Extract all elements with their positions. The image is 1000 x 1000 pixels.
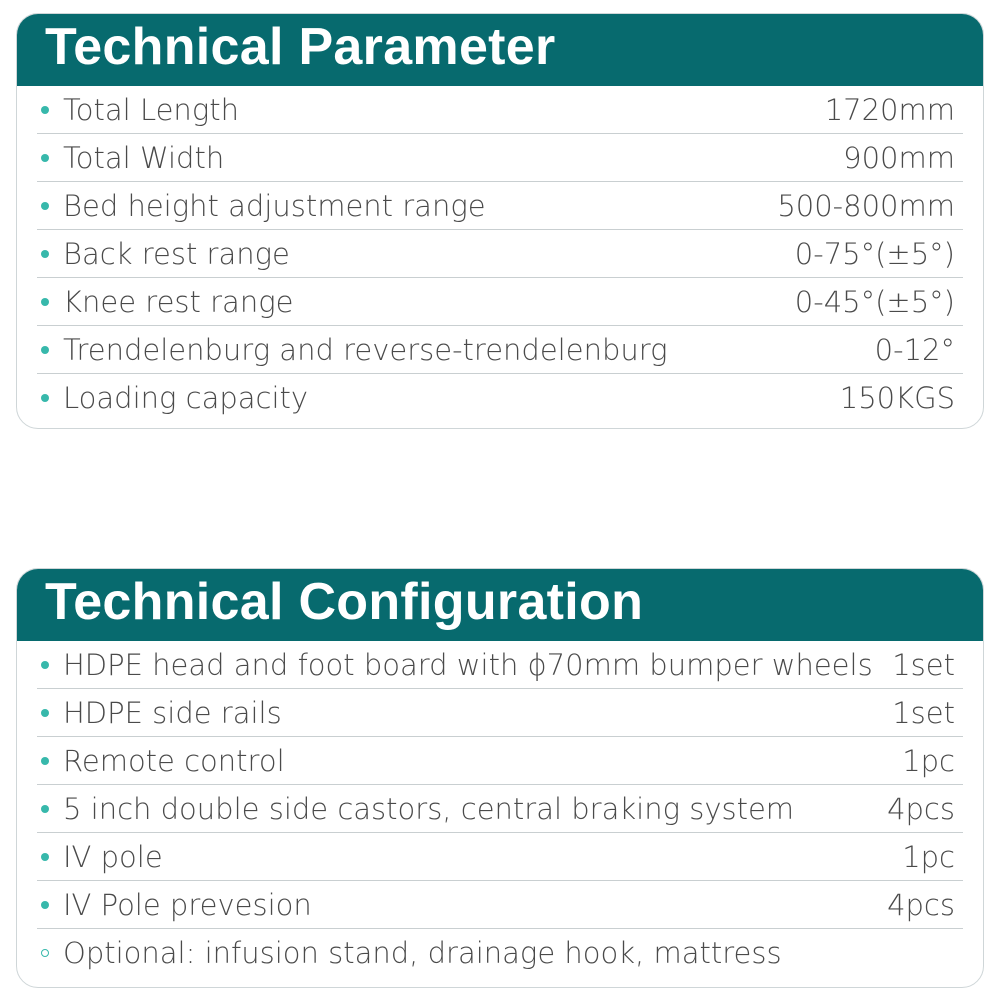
parameter-label: Knee rest range <box>63 284 294 319</box>
technical-parameter-panel <box>16 13 984 429</box>
parameter-label: Back rest range <box>63 236 290 271</box>
bullet-icon <box>41 853 49 861</box>
configuration-label: HDPE head and foot board with ϕ70mm bumper wheels <box>63 647 873 682</box>
bullet-icon <box>41 346 49 354</box>
parameter-value: 0-45°(±5°) <box>794 284 955 319</box>
configuration-label: 5 inch double side castors, central braking system <box>63 791 795 826</box>
parameter-label: Trendelenburg and reverse-trendelenburg <box>63 332 668 367</box>
parameter-label: Loading capacity <box>63 381 309 415</box>
configuration-row <box>37 641 963 689</box>
technical-parameter-title: Technical Parameter <box>17 14 983 86</box>
bullet-icon <box>41 298 49 306</box>
bullet-icon <box>41 202 49 210</box>
parameter-row <box>37 134 963 182</box>
parameter-value: 1720mm <box>824 92 955 127</box>
hollow-bullet-icon <box>41 949 49 957</box>
parameter-row <box>37 326 963 374</box>
parameter-label: Total Length <box>63 92 239 127</box>
bullet-icon <box>41 250 49 258</box>
configuration-list <box>17 641 983 977</box>
parameter-row <box>37 374 963 422</box>
parameter-row <box>37 278 963 326</box>
configuration-quantity: 4pcs <box>887 887 955 922</box>
parameter-list <box>17 86 983 422</box>
bullet-icon <box>41 709 49 717</box>
configuration-row <box>37 929 963 977</box>
configuration-quantity: 1set <box>892 647 955 682</box>
configuration-label: Optional: infusion stand, drainage hook, mattress <box>63 936 782 970</box>
technical-configuration-panel <box>16 568 984 988</box>
technical-configuration-title: Technical Configuration <box>17 569 983 641</box>
parameter-label: Total Width <box>63 140 225 175</box>
parameter-row <box>37 182 963 230</box>
parameter-value: 0-12° <box>874 332 955 367</box>
bullet-icon <box>41 154 49 162</box>
configuration-row <box>37 737 963 785</box>
configuration-row <box>37 881 963 929</box>
configuration-quantity: 1pc <box>902 839 955 874</box>
bullet-icon <box>41 901 49 909</box>
parameter-row <box>37 86 963 134</box>
configuration-row <box>37 689 963 737</box>
configuration-row <box>37 785 963 833</box>
parameter-value: 150KGS <box>839 381 955 415</box>
bullet-icon <box>41 394 49 402</box>
configuration-row <box>37 833 963 881</box>
configuration-label: Remote control <box>63 743 285 778</box>
configuration-label: IV pole <box>63 839 163 874</box>
parameter-value: 0-75°(±5°) <box>794 236 955 271</box>
configuration-label: HDPE side rails <box>63 695 282 730</box>
configuration-label: IV Pole prevesion <box>63 887 312 922</box>
parameter-row <box>37 230 963 278</box>
bullet-icon <box>41 757 49 765</box>
bullet-icon <box>41 661 49 669</box>
parameter-label: Bed height adjustment range <box>63 188 486 223</box>
bullet-icon <box>41 805 49 813</box>
configuration-quantity: 4pcs <box>887 791 955 826</box>
bullet-icon <box>41 106 49 114</box>
parameter-value: 900mm <box>843 140 955 175</box>
configuration-quantity: 1set <box>892 695 955 730</box>
parameter-value: 500-800mm <box>777 188 955 223</box>
configuration-quantity: 1pc <box>902 743 955 778</box>
